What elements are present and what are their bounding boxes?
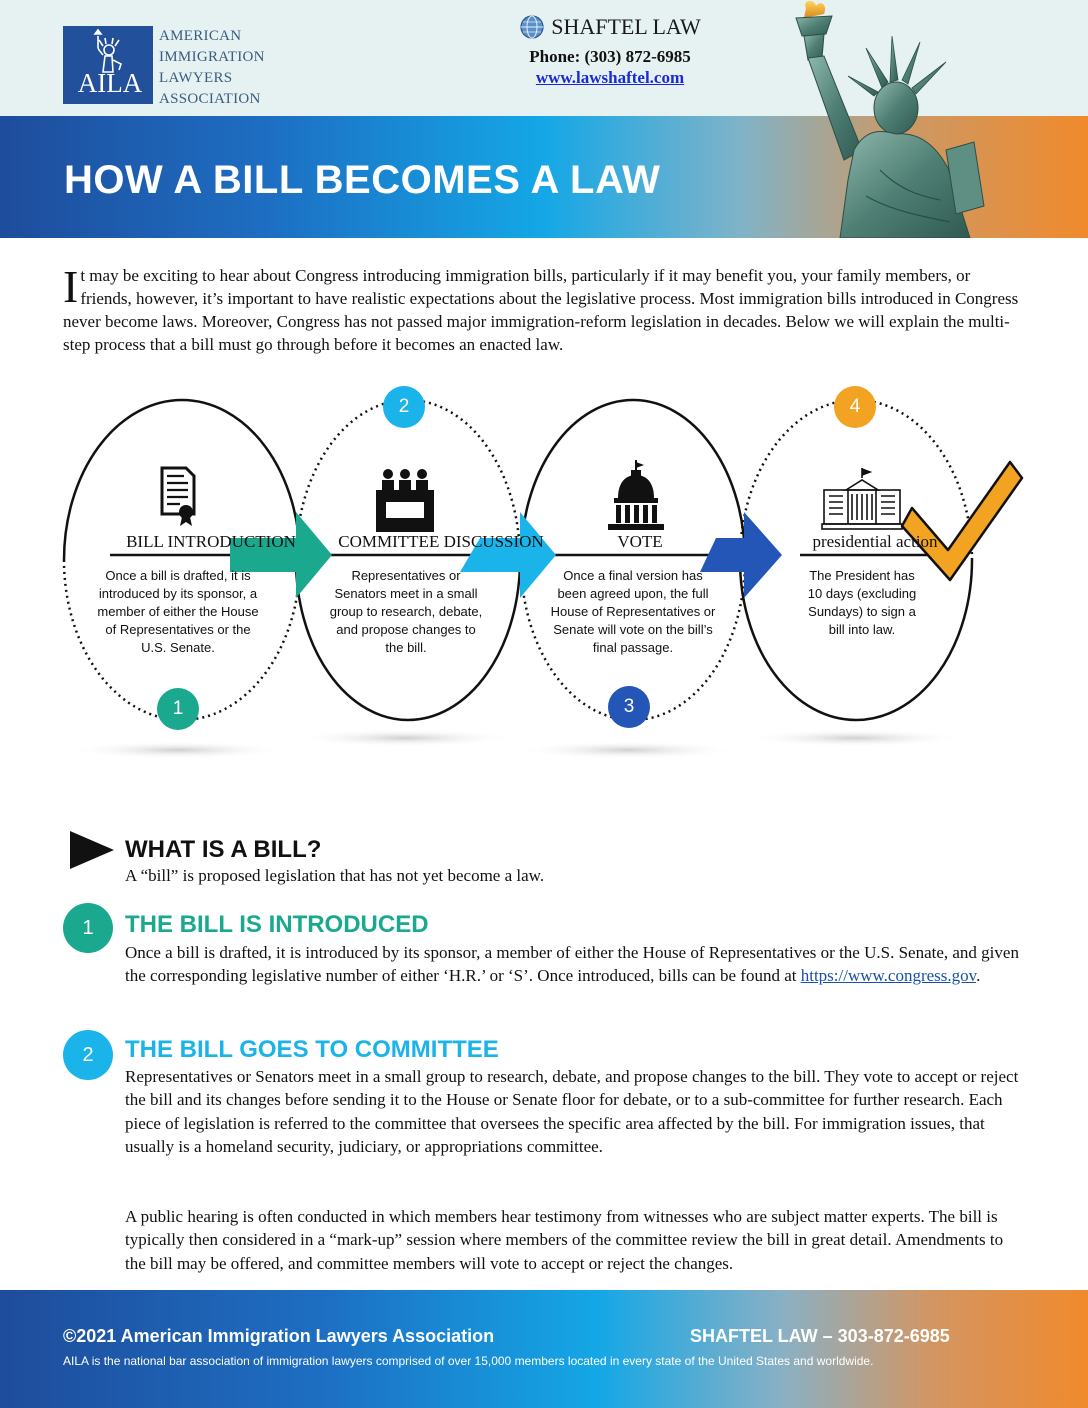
org-name-line: AMERICAN	[159, 28, 242, 44]
page-title: HOW A BILL BECOMES A LAW	[64, 158, 661, 202]
step-2-label: COMMITTEE DISCUSSION	[338, 532, 544, 551]
step-1-label: BILL INTRODUCTION	[126, 532, 296, 551]
section-introduced-heading: THE BILL IS INTRODUCED	[125, 911, 429, 938]
step-1-description: Once a bill is drafted, it is introduced by its sponsor, a member of either the House of Representatives or the U.S. Senate.	[97, 568, 259, 655]
globe-icon	[519, 14, 545, 40]
firm-phone: Phone: (303) 872-6985	[529, 47, 691, 66]
section-committee-heading: THE BILL GOES TO COMMITTEE	[125, 1036, 499, 1063]
step-2-badge: 2	[383, 386, 425, 428]
section-introduced-end: .	[976, 966, 981, 986]
section-committee-body-2: A public hearing is often conducted in which members hear testimony from witnesses who are subject matter experts. The bill is typically then considered in a “mark-up” session where members of the committee review the bill in great detail. Amendments to the bill may be offered, and committee members will vote to accept or reject the changes.	[125, 1207, 1004, 1273]
firm-name: SHAFTEL LAW	[551, 14, 701, 39]
document-icon	[162, 468, 194, 526]
intro-paragraph	[63, 261, 1025, 356]
footer-note: AILA is the national bar association of immigration lawyers comprised of over 15,000 members located in every state of the United States and worldwide.	[63, 1354, 874, 1368]
white-house-icon	[822, 468, 902, 529]
statue-of-liberty-illustration	[770, 0, 1020, 238]
checkmark-icon	[902, 462, 1022, 580]
step-4-label: presidential action	[812, 532, 938, 551]
step-4-badge: 4	[834, 386, 876, 428]
section-2-badge: 2	[63, 1030, 113, 1080]
play-arrow-icon	[70, 831, 114, 869]
firm-website-link[interactable]: www.lawshaftel.com	[535, 68, 685, 87]
section-introduced-body	[125, 941, 1025, 988]
footer-firm: SHAFTEL LAW – 303-872-6985	[690, 1326, 950, 1346]
step-3-label: VOTE	[617, 532, 663, 551]
step-4-description: The President has 10 days (excluding Sundays) to sign a bill into law.	[807, 568, 917, 637]
step-shadow	[518, 741, 738, 759]
aila-logo	[63, 26, 153, 104]
section-1-badge: 1	[63, 903, 113, 953]
step-shadow	[295, 729, 515, 747]
org-name-line: LAWYERS	[159, 70, 233, 86]
section-committee-body: Representatives or Senators meet in a small group to research, debate, and propose changes to the bill. They vote to accept or reject the bill and its changes before sending it to the House or Senate floor for debate, or to a sub-committee for further research. Each piece of legislation is referred to the committee that oversees the specific area affected by the bill. For immigration issues, that usually is a homeland security, judiciary, or appropriations committee.	[125, 1067, 1019, 1156]
org-name-line: ASSOCIATION	[159, 91, 261, 107]
step-shadow	[68, 741, 288, 759]
step-1-badge: 1	[157, 688, 199, 730]
committee-icon	[376, 469, 434, 532]
logo-text: AILA	[77, 68, 143, 98]
step-shadow	[745, 729, 965, 747]
section-introduced-text: Once a bill is drafted, it is introduced by its sponsor, a member of either the House of Representatives or the U.S. Senate, and given the corresponding legislative number of either ‘H.R.’ or ‘S’. Once introduced, bills can be found at	[125, 943, 1019, 986]
step-2-description: Representatives or Senators meet in a small group to research, debate, and propose changes to the bill.	[329, 568, 483, 655]
section-what-is-a-bill-body: A “bill” is proposed legislation that has not yet become a law.	[125, 866, 545, 885]
congress-gov-link[interactable]: https://www.congress.gov	[800, 966, 977, 986]
capitol-icon	[608, 460, 664, 530]
drop-cap: I	[63, 261, 79, 312]
footer-banner	[0, 1290, 1088, 1408]
org-name-line: IMMIGRATION	[159, 49, 265, 65]
step-3-badge: 3	[608, 686, 650, 728]
process-diagram	[0, 380, 1088, 780]
intro-text: t may be exciting to hear about Congress introducing immigration bills, particularly if it may benefit you, your family members, or friends, however, it’s important to have realistic expectations about the legislative process. Most immigration bills introduced in Congress never become laws. Moreover, Congress has not passed major immigration-reform legislation in decades. Below we will explain the multi-step process that a bill must go through before it becomes an enacted law.	[63, 266, 1019, 354]
footer-copyright: ©2021 American Immigration Lawyers Association	[63, 1326, 495, 1346]
step-3-description: Once a final version has been agreed upon, the full House of Representatives or Senate will vote on the bill’s final passage.	[550, 568, 716, 655]
firm-title	[519, 14, 701, 40]
org-name	[159, 26, 265, 110]
section-what-is-a-bill-heading: WHAT IS A BILL?	[125, 836, 322, 863]
firm-contact	[450, 14, 770, 88]
